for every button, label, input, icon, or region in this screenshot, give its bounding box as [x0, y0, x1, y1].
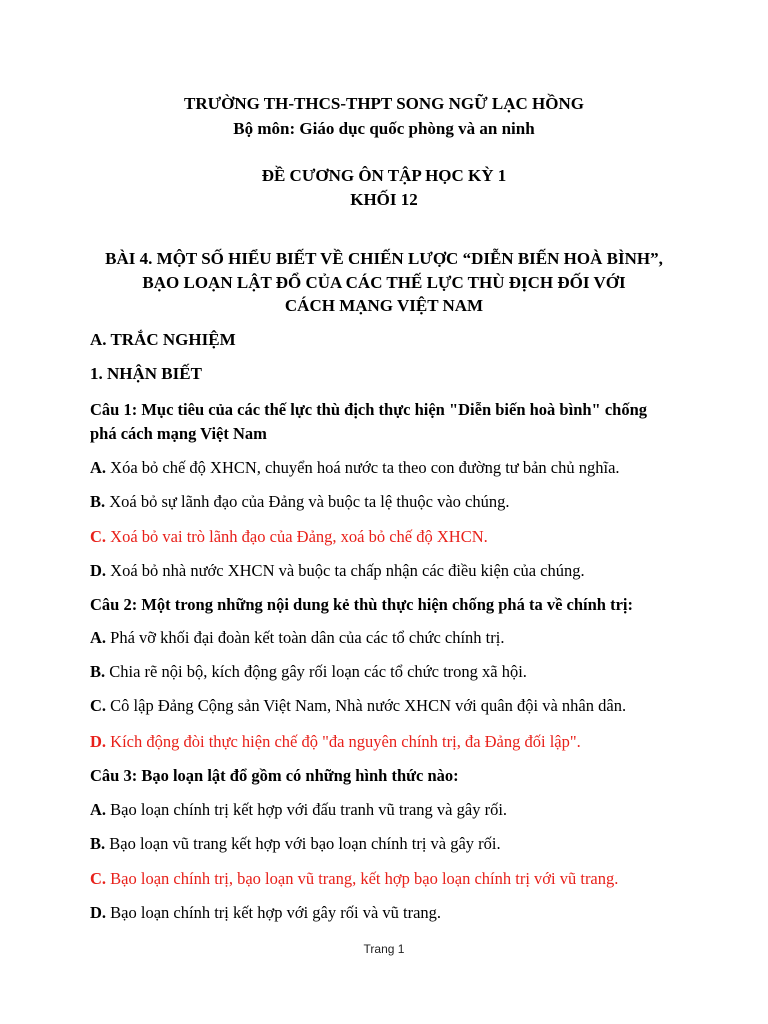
option-letter: D. — [90, 732, 107, 751]
question-2-option-d-correct — [90, 730, 710, 754]
question-1-option-d — [90, 559, 710, 583]
option-text: Xoá bỏ vai trò lãnh đạo của Đảng, xoá bỏ chế độ XHCN. — [106, 527, 488, 546]
option-text: Xoá bỏ sự lãnh đạo của Đảng và buộc ta lệ thuộc vào chúng. — [105, 492, 510, 511]
option-letter: A. — [90, 628, 107, 647]
option-letter: D. — [90, 903, 107, 922]
question-3-option-c-correct — [90, 867, 710, 891]
question-3-option-d — [90, 901, 710, 925]
option-text: Cô lập Đảng Cộng sản Việt Nam, Nhà nước XHCN với quân đội và nhân dân. — [106, 696, 627, 715]
option-letter: D. — [90, 561, 107, 580]
option-text: Kích động đòi thực hiện chế độ "đa nguyên chính trị, đa Đảng đối lập". — [106, 732, 581, 751]
question-1-option-a — [90, 456, 710, 480]
option-text: Bạo loạn vũ trang kết hợp với bạo loạn chính trị và gây rối. — [105, 834, 501, 853]
question-1-option-c-correct — [90, 525, 710, 549]
question-2-line-1: Câu 2: Một trong những nội dung kẻ thù thực hiện chống phá ta về chính trị: — [90, 595, 634, 614]
option-letter: C. — [90, 869, 107, 888]
question-2-option-a — [90, 626, 710, 650]
option-text: Xóa bỏ chế độ XHCN, chuyển hoá nước ta theo con đường tư bản chủ nghĩa. — [106, 458, 620, 477]
document-title: ĐỀ CƯƠNG ÔN TẬP HỌC KỲ 1 — [261, 166, 507, 185]
option-text: Phá vỡ khối đại đoàn kết toàn dân của các tổ chức chính trị. — [106, 628, 505, 647]
page-number-footer: Trang 1 — [363, 942, 405, 956]
option-text: Bạo loạn chính trị kết hợp với đấu tranh vũ trang và gây rối. — [106, 800, 508, 819]
question-1-line-2: phá cách mạng Việt Nam — [90, 424, 267, 443]
option-text: Chia rẽ nội bộ, kích động gây rối loạn các tổ chức trong xã hội. — [105, 662, 527, 681]
option-letter: B. — [90, 662, 106, 681]
question-3-line-1: Câu 3: Bạo loạn lật đổ gồm có những hình thức nào: — [90, 766, 459, 785]
question-2-option-c — [90, 694, 710, 718]
department-name: Bộ môn: Giáo dục quốc phòng và an ninh — [233, 119, 535, 138]
school-name: TRƯỜNG TH-THCS-THPT SONG NGỮ LẠC HỒNG — [183, 94, 584, 113]
lesson-title-line-2: BẠO LOẠN LẬT ĐỔ CỦA CÁC THẾ LỰC THÙ ĐỊCH ĐỐI VỚI — [142, 273, 626, 292]
option-letter: A. — [90, 458, 107, 477]
option-text: Bạo loạn chính trị, bạo loạn vũ trang, kết hợp bạo loạn chính trị với vũ trang. — [106, 869, 619, 888]
subsection-heading: 1. NHẬN BIẾT — [90, 364, 202, 383]
lesson-title-line-1: BÀI 4. MỘT SỐ HIỂU BIẾT VỀ CHIẾN LƯỢC “DIỄN BIẾN HOÀ BÌNH”, — [105, 249, 663, 268]
question-1-line-1: Câu 1: Mục tiêu của các thế lực thù địch thực hiện "Diễn biến hoà bình" chống — [90, 400, 648, 419]
question-2-option-b — [90, 660, 710, 684]
option-text: Xoá bỏ nhà nước XHCN và buộc ta chấp nhận các điều kiện của chúng. — [106, 561, 585, 580]
section-heading: A. TRẮC NGHIỆM — [90, 330, 236, 349]
question-3-option-a — [90, 798, 710, 822]
grade-label: KHỐI 12 — [350, 190, 418, 209]
question-3-option-b — [90, 832, 710, 856]
option-text: Bạo loạn chính trị kết hợp với gây rối và vũ trang. — [106, 903, 442, 922]
option-letter: C. — [90, 696, 107, 715]
option-letter: A. — [90, 800, 107, 819]
option-letter: B. — [90, 834, 106, 853]
question-1-option-b — [90, 490, 710, 514]
option-letter: C. — [90, 527, 107, 546]
option-letter: B. — [90, 492, 106, 511]
lesson-title-line-3: CÁCH MẠNG VIỆT NAM — [284, 296, 484, 315]
